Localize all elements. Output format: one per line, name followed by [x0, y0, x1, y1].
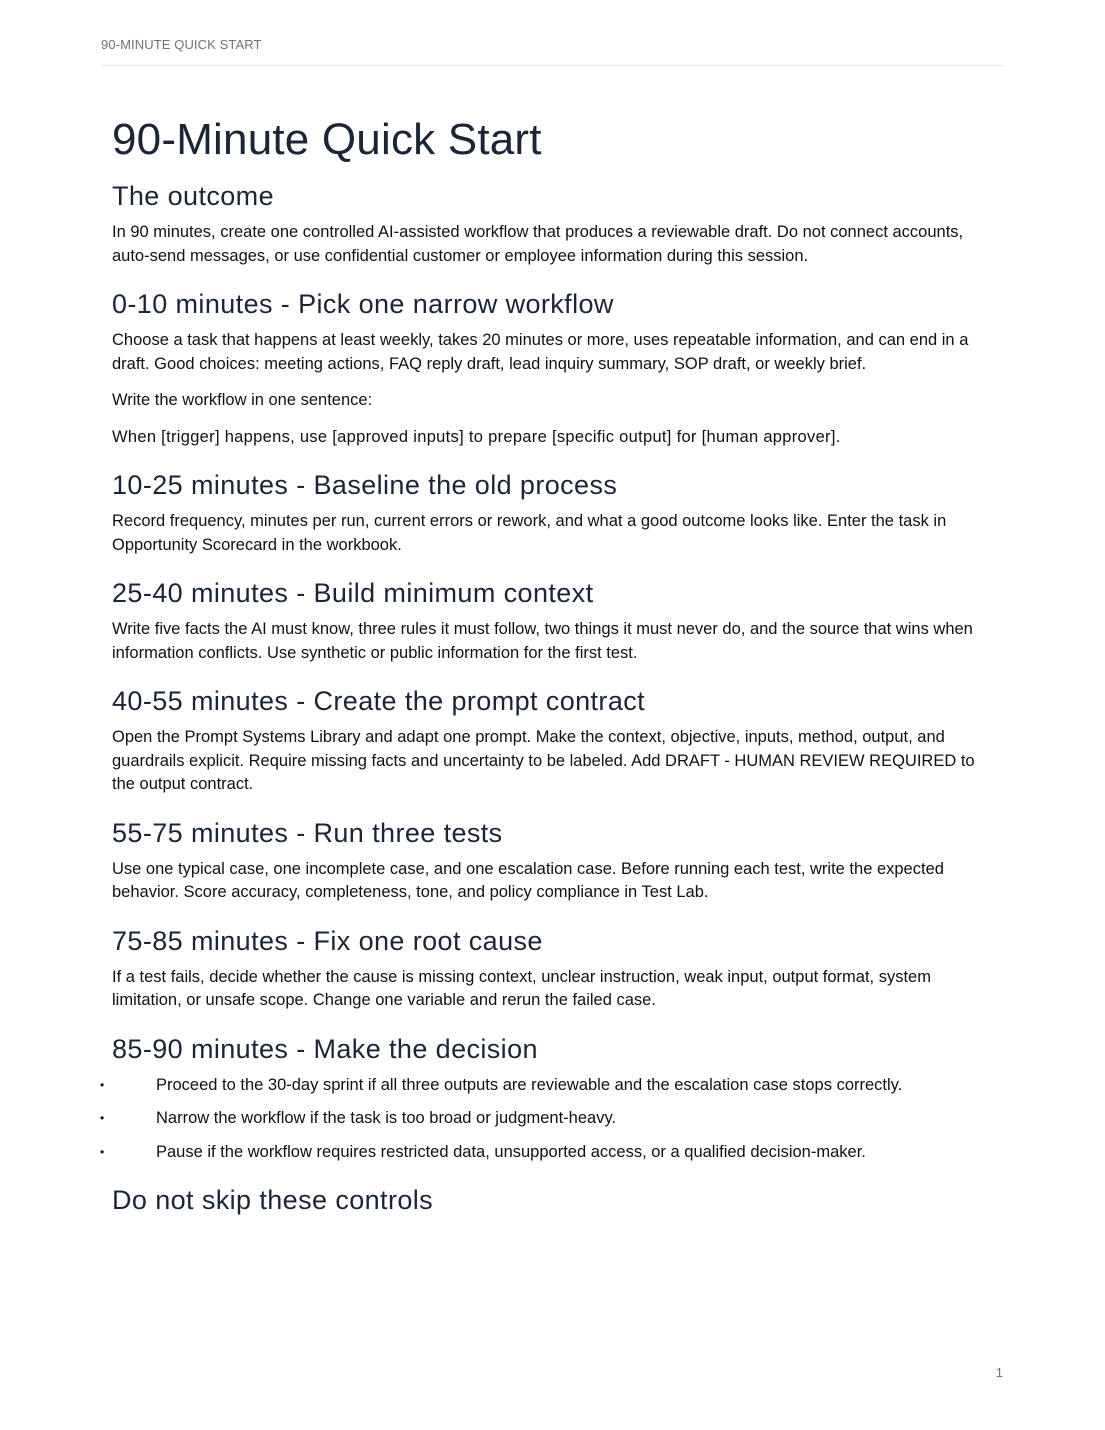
section-prompt-contract [112, 684, 996, 797]
section-heading: 25-40 minutes - Build minimum context [112, 578, 594, 608]
section-context [112, 576, 996, 665]
list-item [100, 1107, 996, 1131]
section-paragraph: Record frequency, minutes per run, current errors or rework, and what a good outcome looks like. Enter the task in Opportunity Scorecard in the workbook. [112, 512, 947, 554]
section-heading: 85-90 minutes - Make the decision [112, 1033, 538, 1064]
list-item [100, 1074, 996, 1098]
section-baseline [112, 468, 996, 557]
section-heading: 75-85 minutes - Fix one root cause [112, 925, 543, 956]
running-header: 90-MINUTE QUICK START [101, 37, 262, 52]
bullet-icon: • [100, 1111, 105, 1125]
section-paragraph: Write the workflow in one sentence: [112, 391, 373, 409]
section-pick-workflow [112, 287, 996, 449]
section-heading: 55-75 minutes - Run three tests [112, 817, 503, 848]
section-paragraph: Open the Prompt Systems Library and adapt one prompt. Make the context, objective, inputs, method, output, and guardrails explicit. Require missing facts and uncertainty to be labeled. Add DRAFT - HUMAN REVIEW REQUIRED to the output contract. [112, 728, 975, 793]
section-heading: 40-55 minutes - Create the prompt contract [112, 686, 646, 716]
document-body [100, 111, 996, 1225]
section-paragraph: Choose a task that happens at least weekly, takes 20 minutes or more, uses repeatable information, and can end in a draft. Good choices: meeting actions, FAQ reply draft, lead inquiry summary, SOP draft, or weekly brief. [112, 331, 969, 373]
header-divider [101, 65, 1004, 66]
section-decision [100, 1032, 996, 1165]
section-controls [112, 1183, 996, 1217]
section-heading: 10-25 minutes - Baseline the old process [112, 470, 618, 500]
section-outcome [112, 179, 996, 268]
section-heading: The outcome [112, 181, 274, 211]
list-item-text: Proceed to the 30-day sprint if all three outputs are reviewable and the escalation case stops correctly. [156, 1075, 903, 1094]
list-item-text: Pause if the workflow requires restricted data, unsupported access, or a qualified decision-maker. [156, 1142, 866, 1161]
section-paragraph: If a test fails, decide whether the cause is missing context, unclear instruction, weak input, output format, system limitation, or unsafe scope. Change one variable and rerun the failed case. [112, 967, 931, 1009]
page-number: 1 [995, 1365, 1003, 1380]
bullet-icon: • [100, 1144, 105, 1159]
section-paragraph: In 90 minutes, create one controlled AI-assisted workflow that produces a reviewable draft. Do not connect accounts, auto-send messages, or use confidential customer or employee information during this session. [112, 223, 964, 265]
section-paragraph: Write five facts the AI must know, three rules it must follow, two things it must never do, and the source that wins when information conflicts. Use synthetic or public information for the first test. [112, 620, 973, 662]
workflow-template-sentence: When [trigger] happens, use [approved inputs] to prepare [specific output] for [human approver]. [112, 427, 841, 446]
page-title: 90-Minute Quick Start [112, 115, 542, 164]
section-tests [112, 816, 996, 905]
section-root-cause [112, 924, 996, 1013]
bullet-icon: • [100, 1077, 105, 1092]
section-heading: Do not skip these controls [112, 1185, 434, 1215]
decision-list [100, 1074, 996, 1165]
section-heading: 0-10 minutes - Pick one narrow workflow [112, 289, 614, 319]
list-item [100, 1141, 996, 1165]
section-paragraph: Use one typical case, one incomplete case, and one escalation case. Before running each test, write the expected behavior. Score accuracy, completeness, tone, and policy compliance in Test Lab. [112, 859, 944, 901]
list-item-text: Narrow the workflow if the task is too broad or judgment-heavy. [156, 1109, 617, 1127]
